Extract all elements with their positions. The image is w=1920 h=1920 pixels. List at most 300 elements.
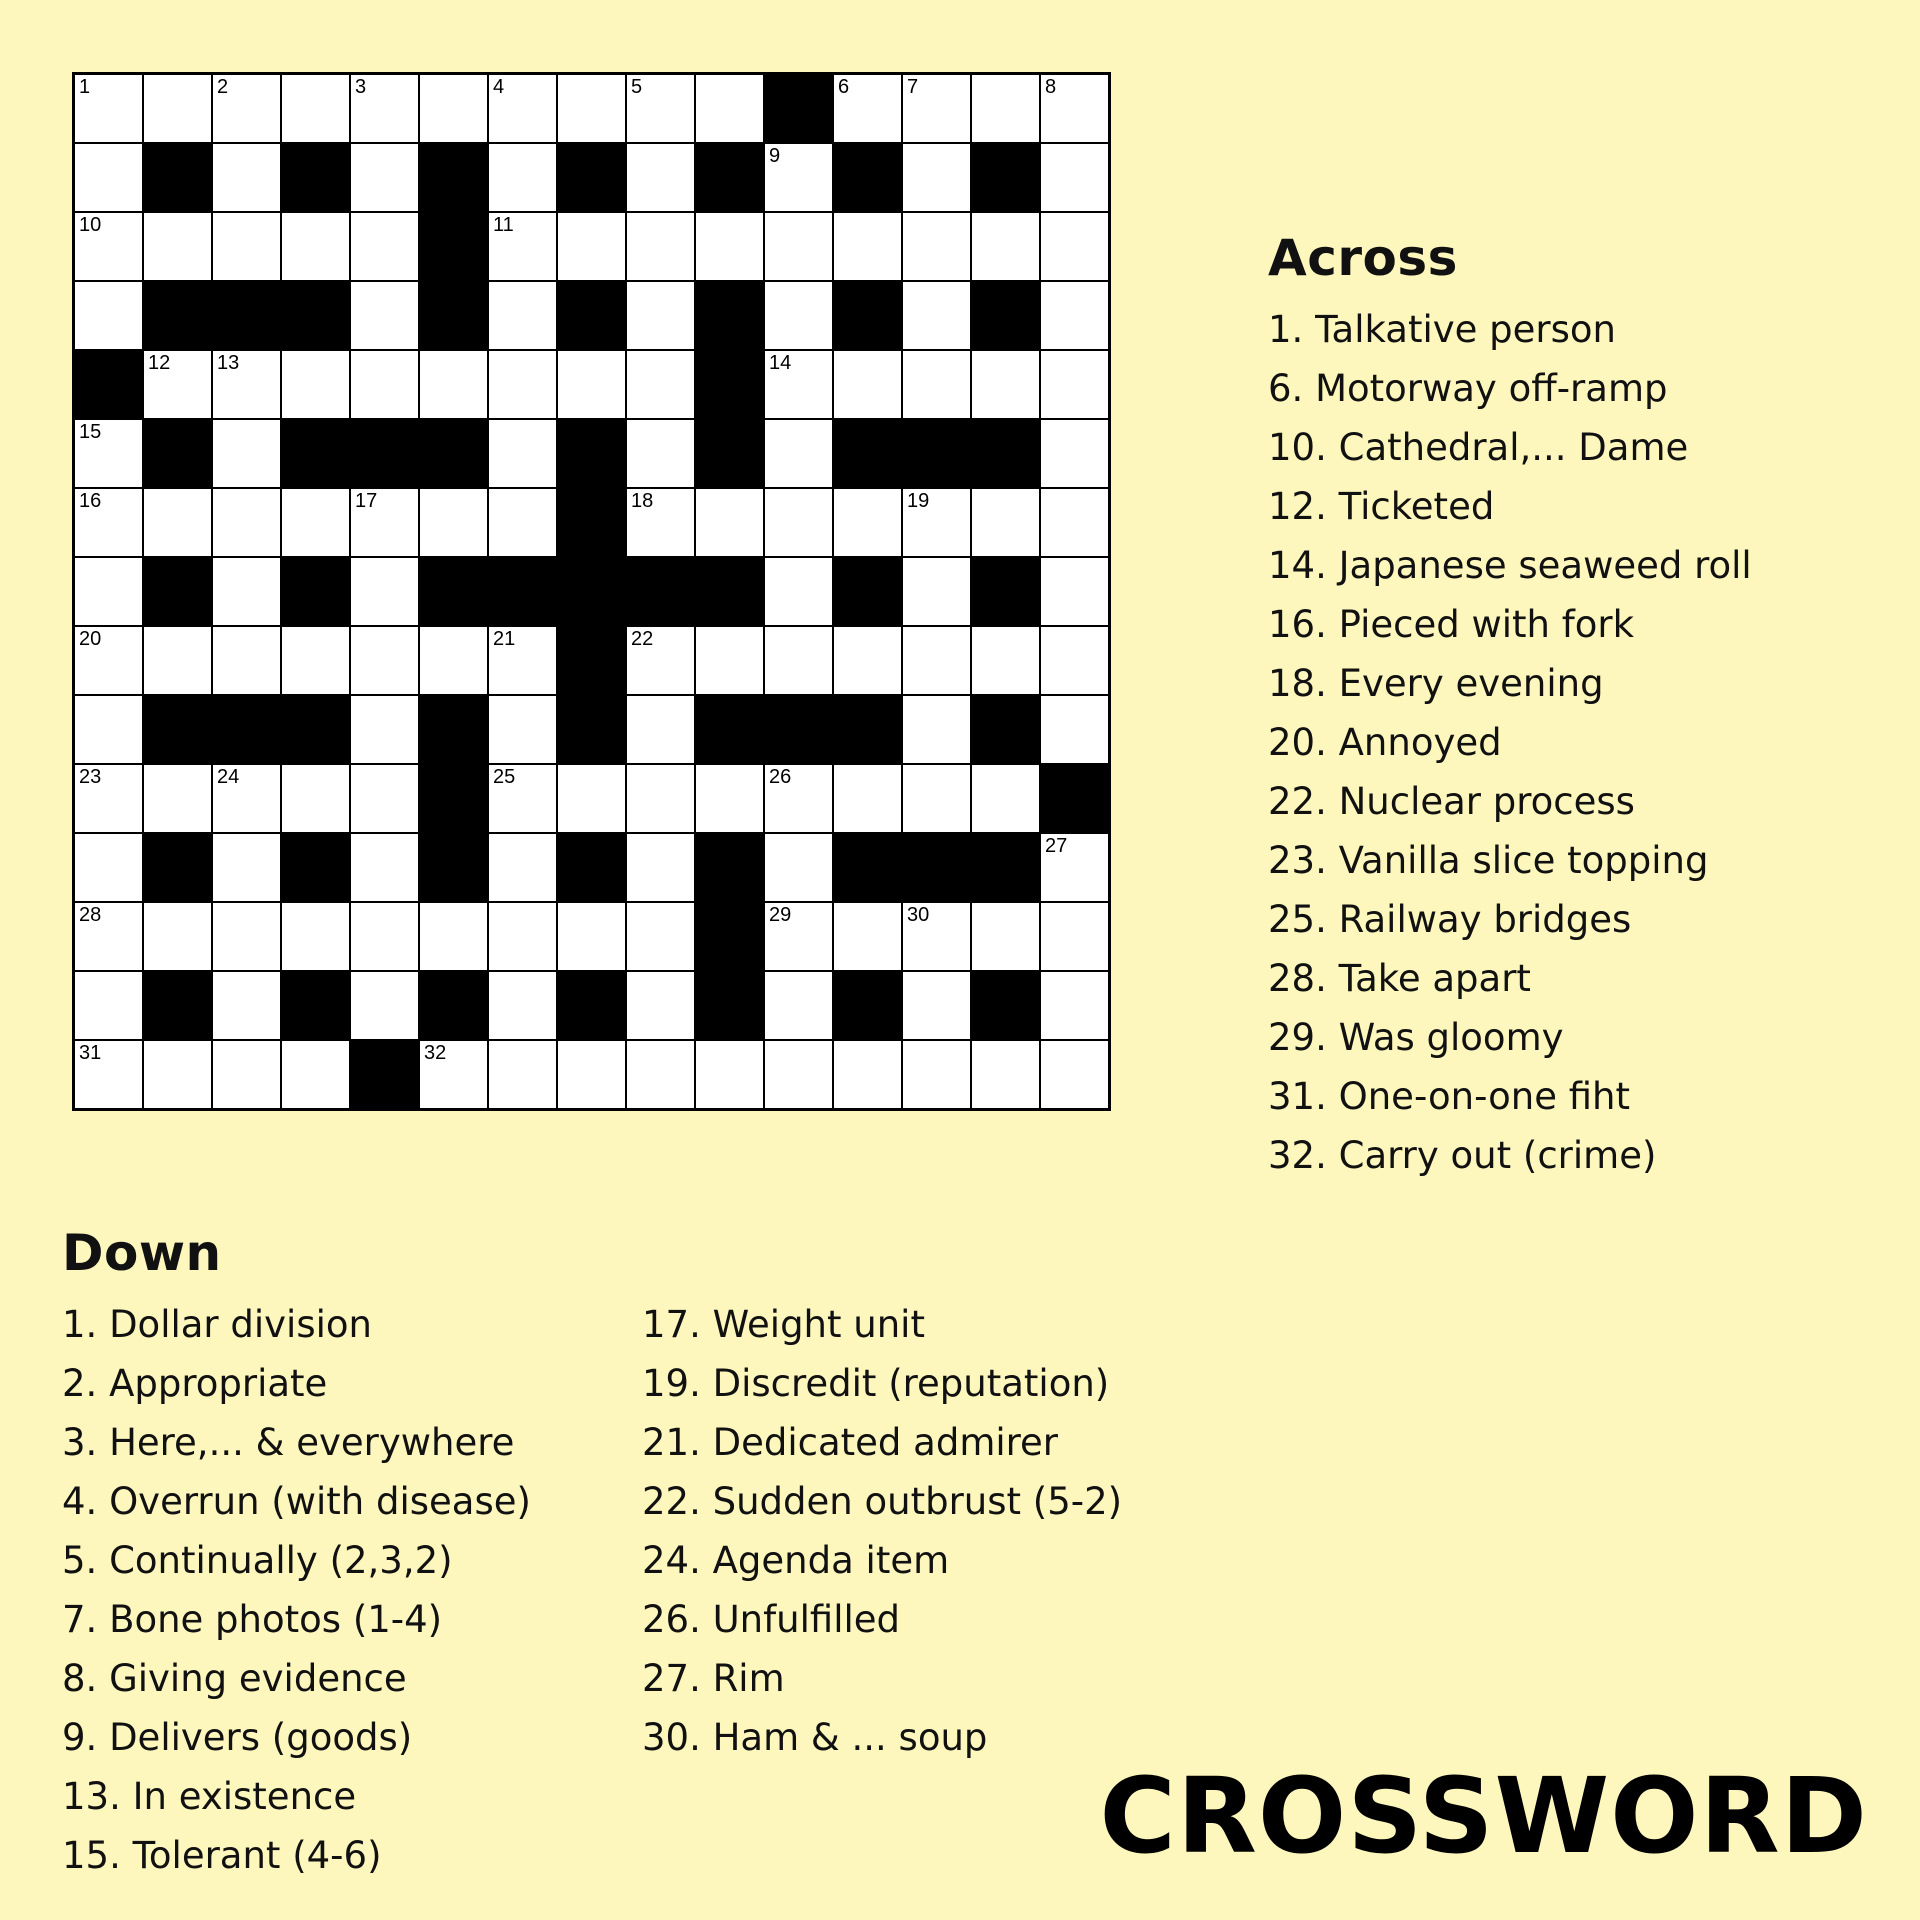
grid-cell-block: [419, 833, 488, 902]
grid-cell[interactable]: [1040, 971, 1110, 1040]
grid-cell-block: [419, 143, 488, 212]
grid-cell-block: [971, 833, 1040, 902]
across-clue-item[interactable]: 31. One-on-one fiht: [1268, 1075, 1630, 1118]
grid-cell-number: 23: [79, 766, 102, 788]
grid-cell[interactable]: [833, 74, 902, 144]
grid-cell-block: [833, 143, 902, 212]
grid-cell[interactable]: [74, 626, 144, 695]
grid-cell[interactable]: [74, 419, 144, 488]
grid-cell[interactable]: [488, 419, 557, 488]
grid-cell[interactable]: [764, 281, 833, 350]
grid-cell[interactable]: [212, 419, 281, 488]
grid-cell-block: [971, 281, 1040, 350]
grid-cell[interactable]: [212, 764, 281, 833]
grid-cell-number: 29: [769, 904, 792, 926]
grid-cell[interactable]: [626, 764, 695, 833]
grid-cell[interactable]: [557, 764, 626, 833]
down-clue-item[interactable]: 15. Tolerant (4-6): [62, 1834, 382, 1877]
grid-cell[interactable]: [971, 350, 1040, 419]
grid-cell[interactable]: [764, 488, 833, 557]
down-clue-item[interactable]: 21. Dedicated admirer: [642, 1421, 1059, 1464]
grid-cell[interactable]: [74, 212, 144, 281]
grid-cell[interactable]: [833, 212, 902, 281]
grid-cell[interactable]: [902, 281, 971, 350]
across-heading: Across: [1268, 229, 1458, 287]
grid-cell-block: [281, 695, 350, 764]
grid-cell-block: [419, 695, 488, 764]
grid-cell-block: [971, 557, 1040, 626]
grid-cell-block: [833, 419, 902, 488]
crossword-title: CROSSWORD: [1099, 1755, 1868, 1877]
down-clue-item[interactable]: 8. Giving evidence: [62, 1657, 407, 1700]
grid-cell-number: 6: [838, 76, 850, 98]
grid-cell[interactable]: [212, 350, 281, 419]
grid-cell[interactable]: [902, 971, 971, 1040]
grid-cell[interactable]: [833, 488, 902, 557]
grid-cell-number: 14: [769, 352, 792, 374]
grid-cell[interactable]: [212, 902, 281, 971]
grid-cell-number: 11: [493, 214, 514, 236]
grid-cell-block: [1040, 764, 1110, 833]
down-clue-item[interactable]: 13. In existence: [62, 1775, 357, 1818]
grid-cell[interactable]: [74, 557, 144, 626]
across-clue-item[interactable]: 14. Japanese seaweed roll: [1268, 544, 1752, 587]
grid-cell-block: [833, 971, 902, 1040]
grid-cell-number: 17: [355, 490, 378, 512]
grid-cell-number: 21: [493, 628, 516, 650]
grid-cell-number: 12: [148, 352, 171, 374]
grid-cell-number: 1: [79, 76, 91, 98]
grid-cell[interactable]: [281, 488, 350, 557]
grid-cell-block: [557, 281, 626, 350]
grid-cell[interactable]: [74, 1040, 144, 1110]
grid-cell[interactable]: [143, 350, 212, 419]
grid-cell[interactable]: [488, 212, 557, 281]
grid-cell[interactable]: [350, 764, 419, 833]
grid-cell-block: [281, 971, 350, 1040]
grid-cell[interactable]: [143, 488, 212, 557]
grid-cell[interactable]: [488, 626, 557, 695]
grid-cell[interactable]: [350, 557, 419, 626]
grid-cell-block: [695, 350, 764, 419]
grid-cell[interactable]: [902, 764, 971, 833]
grid-cell-block: [902, 833, 971, 902]
grid-cell[interactable]: [212, 833, 281, 902]
grid-cell[interactable]: [1040, 419, 1110, 488]
grid-cell-block: [971, 695, 1040, 764]
across-clue-item[interactable]: 29. Was gloomy: [1268, 1016, 1564, 1059]
grid-cell-number: 2: [217, 76, 229, 98]
grid-cell[interactable]: [281, 350, 350, 419]
grid-cell-block: [833, 833, 902, 902]
down-clue-item[interactable]: 27. Rim: [642, 1657, 785, 1700]
crossword-row: [74, 488, 1110, 557]
across-clue-item[interactable]: 22. Nuclear process: [1268, 780, 1635, 823]
grid-cell[interactable]: [626, 74, 695, 144]
grid-cell[interactable]: [419, 1040, 488, 1110]
grid-cell[interactable]: [212, 212, 281, 281]
grid-cell-block: [281, 419, 350, 488]
grid-cell[interactable]: [212, 143, 281, 212]
grid-cell-number: 18: [631, 490, 654, 512]
grid-cell-number: 13: [217, 352, 240, 374]
grid-cell[interactable]: [902, 143, 971, 212]
grid-cell-block: [695, 833, 764, 902]
grid-cell[interactable]: [902, 902, 971, 971]
grid-cell[interactable]: [212, 557, 281, 626]
grid-cell-block: [695, 281, 764, 350]
grid-cell[interactable]: [902, 212, 971, 281]
grid-cell[interactable]: [764, 1040, 833, 1110]
grid-cell[interactable]: [833, 626, 902, 695]
grid-cell[interactable]: [350, 695, 419, 764]
grid-cell[interactable]: [1040, 557, 1110, 626]
grid-cell[interactable]: [971, 212, 1040, 281]
grid-cell[interactable]: [488, 488, 557, 557]
grid-cell-block: [557, 488, 626, 557]
grid-cell[interactable]: [212, 1040, 281, 1110]
grid-cell[interactable]: [902, 74, 971, 144]
crossword-row: [74, 626, 1110, 695]
grid-cell[interactable]: [971, 74, 1040, 144]
grid-cell-block: [557, 971, 626, 1040]
grid-cell[interactable]: [281, 626, 350, 695]
grid-cell[interactable]: [74, 143, 144, 212]
grid-cell[interactable]: [764, 143, 833, 212]
grid-cell-block: [833, 695, 902, 764]
grid-cell[interactable]: [419, 74, 488, 144]
grid-cell[interactable]: [350, 902, 419, 971]
grid-cell[interactable]: [695, 764, 764, 833]
down-clues-section: [62, 1225, 1242, 1885]
grid-cell[interactable]: [1040, 212, 1110, 281]
grid-cell-block: [419, 419, 488, 488]
grid-cell-block: [419, 764, 488, 833]
grid-cell[interactable]: [971, 488, 1040, 557]
grid-cell[interactable]: [626, 626, 695, 695]
grid-cell[interactable]: [557, 74, 626, 144]
grid-cell[interactable]: [695, 212, 764, 281]
grid-cell[interactable]: [764, 350, 833, 419]
grid-cell-number: 31: [79, 1042, 102, 1064]
grid-cell[interactable]: [488, 971, 557, 1040]
grid-cell[interactable]: [1040, 833, 1110, 902]
grid-cell[interactable]: [350, 833, 419, 902]
grid-cell-number: 4: [493, 76, 505, 98]
grid-cell[interactable]: [764, 833, 833, 902]
grid-cell[interactable]: [626, 350, 695, 419]
grid-cell[interactable]: [833, 764, 902, 833]
grid-cell-number: 10: [79, 214, 102, 236]
grid-cell-block: [419, 557, 488, 626]
grid-cell[interactable]: [488, 350, 557, 419]
grid-cell[interactable]: [143, 74, 212, 144]
grid-cell-block: [557, 557, 626, 626]
grid-cell-block: [971, 143, 1040, 212]
grid-cell[interactable]: [350, 626, 419, 695]
crossword-row: [74, 419, 1110, 488]
grid-cell[interactable]: [902, 350, 971, 419]
grid-cell[interactable]: [419, 488, 488, 557]
grid-cell[interactable]: [419, 626, 488, 695]
grid-cell[interactable]: [350, 212, 419, 281]
down-clue-item[interactable]: 7. Bone photos (1-4): [62, 1598, 443, 1641]
grid-cell[interactable]: [488, 74, 557, 144]
grid-cell[interactable]: [488, 902, 557, 971]
grid-cell[interactable]: [1040, 488, 1110, 557]
grid-cell[interactable]: [488, 281, 557, 350]
grid-cell-block: [557, 626, 626, 695]
grid-cell-number: 32: [424, 1042, 447, 1064]
grid-cell-block: [695, 902, 764, 971]
grid-cell[interactable]: [281, 74, 350, 144]
grid-cell-block: [695, 971, 764, 1040]
down-clue-item[interactable]: 5. Continually (2,3,2): [62, 1539, 453, 1582]
grid-cell[interactable]: [350, 350, 419, 419]
grid-cell[interactable]: [764, 557, 833, 626]
grid-cell[interactable]: [143, 212, 212, 281]
grid-cell-block: [764, 74, 833, 144]
crossword-grid-table[interactable]: [72, 72, 1111, 1111]
grid-cell[interactable]: [557, 902, 626, 971]
grid-cell[interactable]: [1040, 695, 1110, 764]
grid-cell[interactable]: [902, 557, 971, 626]
grid-cell-block: [557, 143, 626, 212]
across-clue-item[interactable]: 1. Talkative person: [1268, 308, 1616, 351]
crossword-row: [74, 350, 1110, 419]
crossword-row: [74, 764, 1110, 833]
grid-cell[interactable]: [902, 626, 971, 695]
crossword-row: [74, 1040, 1110, 1110]
grid-cell[interactable]: [833, 350, 902, 419]
grid-cell[interactable]: [902, 695, 971, 764]
grid-cell[interactable]: [1040, 1040, 1110, 1110]
across-clue-item[interactable]: 28. Take apart: [1268, 957, 1531, 1000]
grid-cell-block: [764, 695, 833, 764]
grid-cell[interactable]: [626, 212, 695, 281]
down-clue-list-column-1: [62, 1295, 642, 1885]
grid-cell[interactable]: [74, 833, 144, 902]
grid-cell-block: [74, 350, 144, 419]
grid-cell-block: [695, 419, 764, 488]
grid-cell[interactable]: [764, 764, 833, 833]
crossword-row: [74, 74, 1110, 144]
grid-cell[interactable]: [143, 626, 212, 695]
grid-cell-block: [350, 1040, 419, 1110]
grid-cell[interactable]: [1040, 143, 1110, 212]
grid-cell-block: [143, 557, 212, 626]
grid-cell[interactable]: [971, 902, 1040, 971]
grid-cell[interactable]: [1040, 74, 1110, 144]
grid-cell[interactable]: [833, 1040, 902, 1110]
grid-cell[interactable]: [764, 971, 833, 1040]
across-clue-item[interactable]: 6. Motorway off-ramp: [1268, 367, 1668, 410]
grid-cell[interactable]: [557, 1040, 626, 1110]
grid-cell[interactable]: [1040, 281, 1110, 350]
grid-cell[interactable]: [764, 902, 833, 971]
grid-cell[interactable]: [419, 350, 488, 419]
grid-cell[interactable]: [971, 1040, 1040, 1110]
grid-cell[interactable]: [281, 212, 350, 281]
grid-cell[interactable]: [350, 488, 419, 557]
across-clue-item[interactable]: 16. Pieced with fork: [1268, 603, 1635, 646]
grid-cell-block: [143, 419, 212, 488]
grid-cell[interactable]: [74, 902, 144, 971]
grid-cell-block: [626, 557, 695, 626]
across-clues-section: [1268, 230, 1888, 1185]
across-clue-item[interactable]: 18. Every evening: [1268, 662, 1604, 705]
grid-cell[interactable]: [281, 1040, 350, 1110]
grid-cell[interactable]: [902, 488, 971, 557]
grid-cell-block: [971, 971, 1040, 1040]
crossword-grid[interactable]: [72, 72, 1111, 1111]
down-clue-item[interactable]: 9. Delivers (goods): [62, 1716, 413, 1759]
grid-cell-block: [419, 212, 488, 281]
across-clue-item[interactable]: 23. Vanilla slice topping: [1268, 839, 1709, 882]
crossword-row: [74, 833, 1110, 902]
grid-cell[interactable]: [212, 488, 281, 557]
across-clue-item[interactable]: 32. Carry out (crime): [1268, 1134, 1657, 1177]
grid-cell[interactable]: [764, 626, 833, 695]
grid-cell-number: 8: [1045, 76, 1057, 98]
grid-cell-block: [143, 143, 212, 212]
grid-cell-block: [695, 557, 764, 626]
grid-cell-block: [695, 143, 764, 212]
grid-cell[interactable]: [557, 350, 626, 419]
grid-cell-block: [281, 281, 350, 350]
grid-cell[interactable]: [74, 971, 144, 1040]
grid-cell[interactable]: [971, 626, 1040, 695]
grid-cell[interactable]: [74, 488, 144, 557]
grid-cell[interactable]: [74, 695, 144, 764]
down-clue-item[interactable]: 26. Unfulfilled: [642, 1598, 901, 1641]
grid-cell-block: [557, 695, 626, 764]
grid-cell[interactable]: [626, 281, 695, 350]
grid-cell[interactable]: [557, 212, 626, 281]
grid-cell[interactable]: [488, 695, 557, 764]
grid-cell[interactable]: [350, 143, 419, 212]
crossword-row: [74, 281, 1110, 350]
grid-cell[interactable]: [143, 1040, 212, 1110]
down-clue-item[interactable]: 30. Ham & ... soup: [642, 1716, 988, 1759]
crossword-grid-body: [74, 74, 1110, 1110]
crossword-row: [74, 695, 1110, 764]
grid-cell[interactable]: [1040, 626, 1110, 695]
grid-cell-number: 30: [907, 904, 930, 926]
grid-cell[interactable]: [695, 74, 764, 144]
grid-cell[interactable]: [1040, 350, 1110, 419]
grid-cell[interactable]: [626, 695, 695, 764]
grid-cell[interactable]: [74, 764, 144, 833]
grid-cell[interactable]: [971, 764, 1040, 833]
grid-cell[interactable]: [626, 833, 695, 902]
grid-cell-block: [143, 833, 212, 902]
grid-cell-number: 16: [79, 490, 102, 512]
grid-cell-number: 24: [217, 766, 240, 788]
across-clue-item[interactable]: 20. Annoyed: [1268, 721, 1502, 764]
down-clue-item[interactable]: 2. Appropriate: [62, 1362, 328, 1405]
grid-cell[interactable]: [74, 281, 144, 350]
grid-cell[interactable]: [626, 971, 695, 1040]
across-clue-list: [1268, 300, 1888, 1185]
down-heading: Down: [62, 1224, 222, 1282]
grid-cell[interactable]: [833, 902, 902, 971]
grid-cell[interactable]: [74, 74, 144, 144]
grid-cell-number: 25: [493, 766, 516, 788]
grid-cell[interactable]: [419, 902, 488, 971]
grid-cell-block: [212, 695, 281, 764]
grid-cell-number: 27: [1045, 835, 1068, 857]
grid-cell[interactable]: [902, 1040, 971, 1110]
across-clue-item[interactable]: 10. Cathedral,... Dame: [1268, 426, 1689, 469]
grid-cell[interactable]: [350, 74, 419, 144]
grid-cell-block: [212, 281, 281, 350]
grid-cell-block: [281, 833, 350, 902]
grid-cell[interactable]: [695, 488, 764, 557]
across-clue-item[interactable]: 25. Railway bridges: [1268, 898, 1632, 941]
down-clue-item[interactable]: 4. Overrun (with disease): [62, 1480, 531, 1523]
down-clue-item[interactable]: 19. Discredit (reputation): [642, 1362, 1110, 1405]
grid-cell[interactable]: [350, 281, 419, 350]
grid-cell[interactable]: [488, 143, 557, 212]
down-clue-item[interactable]: 1. Dollar division: [62, 1303, 372, 1346]
down-clue-item[interactable]: 17. Weight unit: [642, 1303, 925, 1346]
crossword-row: [74, 212, 1110, 281]
crossword-row: [74, 143, 1110, 212]
grid-cell[interactable]: [1040, 902, 1110, 971]
grid-cell[interactable]: [143, 902, 212, 971]
grid-cell-block: [902, 419, 971, 488]
down-clue-item[interactable]: 3. Here,... & everywhere: [62, 1421, 515, 1464]
grid-cell[interactable]: [764, 419, 833, 488]
down-clue-item[interactable]: 24. Agenda item: [642, 1539, 950, 1582]
grid-cell-block: [833, 557, 902, 626]
grid-cell[interactable]: [626, 419, 695, 488]
grid-cell[interactable]: [212, 626, 281, 695]
grid-cell[interactable]: [212, 971, 281, 1040]
grid-cell[interactable]: [626, 902, 695, 971]
across-clue-item[interactable]: 12. Ticketed: [1268, 485, 1495, 528]
grid-cell[interactable]: [350, 971, 419, 1040]
grid-cell[interactable]: [281, 764, 350, 833]
grid-cell[interactable]: [626, 1040, 695, 1110]
grid-cell-block: [143, 281, 212, 350]
grid-cell[interactable]: [281, 902, 350, 971]
grid-cell-number: 3: [355, 76, 367, 98]
grid-cell-block: [971, 419, 1040, 488]
grid-cell[interactable]: [695, 1040, 764, 1110]
grid-cell-number: 20: [79, 628, 102, 650]
grid-cell[interactable]: [488, 833, 557, 902]
grid-cell-block: [695, 695, 764, 764]
grid-cell[interactable]: [488, 1040, 557, 1110]
grid-cell[interactable]: [695, 626, 764, 695]
crossword-row: [74, 971, 1110, 1040]
down-clue-item[interactable]: 22. Sudden outbrust (5-2): [642, 1480, 1123, 1523]
grid-cell-number: 9: [769, 145, 781, 167]
grid-cell[interactable]: [626, 488, 695, 557]
grid-cell-number: 15: [79, 421, 102, 443]
grid-cell[interactable]: [143, 764, 212, 833]
grid-cell[interactable]: [212, 74, 281, 144]
grid-cell-number: 28: [79, 904, 102, 926]
crossword-row: [74, 902, 1110, 971]
grid-cell[interactable]: [764, 212, 833, 281]
grid-cell-number: 5: [631, 76, 643, 98]
down-clue-columns: [62, 1295, 1242, 1885]
grid-cell[interactable]: [626, 143, 695, 212]
grid-cell[interactable]: [488, 764, 557, 833]
